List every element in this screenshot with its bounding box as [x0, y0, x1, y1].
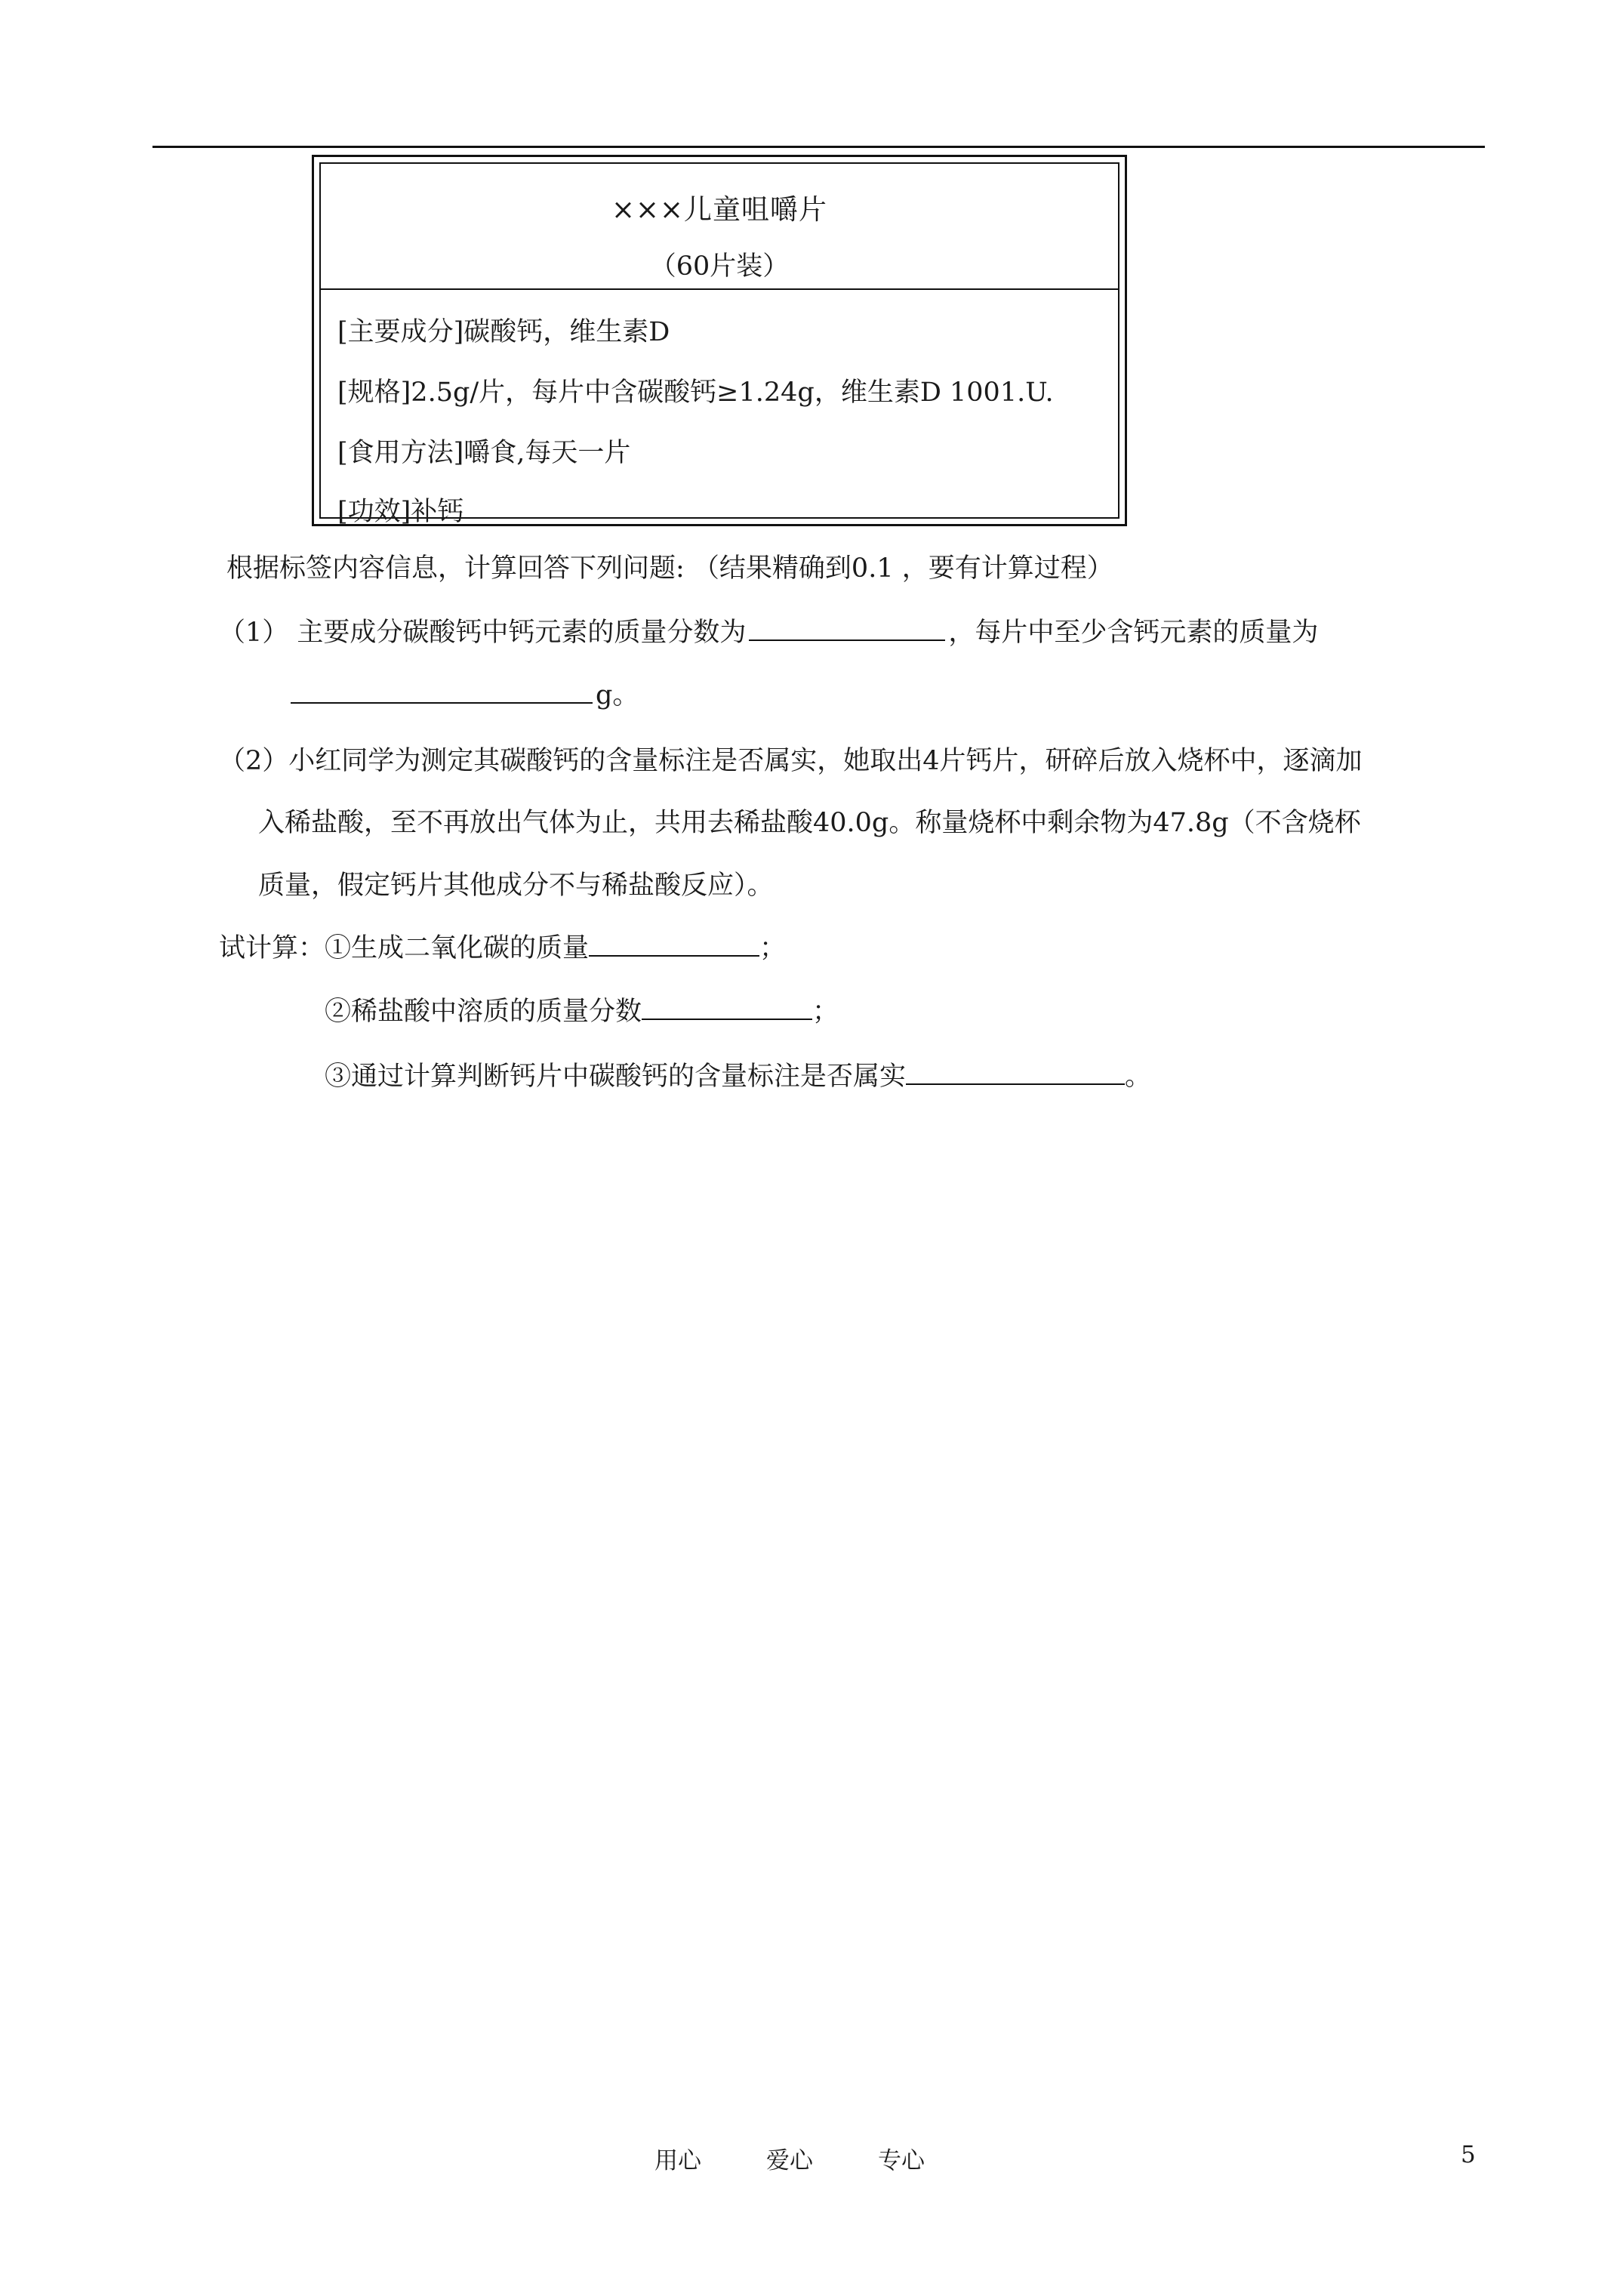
product-label-title-area	[321, 164, 1118, 290]
product-label-inner	[319, 162, 1119, 527]
answer-blank-1a	[749, 617, 945, 641]
question-1-unit: g。	[596, 680, 639, 710]
product-label-box	[312, 155, 1127, 526]
question-1	[219, 612, 1318, 649]
page-number: 5	[1461, 2141, 1476, 2168]
calc-item-3-end: 。	[1125, 1062, 1152, 1092]
calc-item-1	[219, 927, 786, 965]
footer-word-3: 专心	[878, 2147, 925, 2174]
product-label-count: （60片装）	[649, 251, 790, 282]
calc-item-2-end: ；	[812, 997, 839, 1027]
question-1-part-b: ，每片中至少含钙元素的质量为	[948, 618, 1319, 648]
answer-blank-verify	[906, 1061, 1125, 1085]
answer-blank-hcl	[642, 996, 812, 1020]
question-1-line2	[291, 674, 639, 712]
label-line-usage: [食用方法]嚼食,每天一片	[337, 438, 631, 468]
question-2-line2: 入稀盐酸，至不再放出气体为止，共用去稀盐酸40.0g。称量烧杯中剩余物为47.8g（不含烧杯	[258, 808, 1361, 838]
answer-blank-1b	[291, 680, 593, 704]
footer-word-1: 用心	[654, 2147, 701, 2174]
product-label-title: ×××儿童咀嚼片	[611, 193, 827, 226]
calc-item-1-end: ；	[759, 933, 787, 963]
answer-blank-co2	[589, 932, 759, 957]
question-2-line3: 质量，假定钙片其他成分不与稀盐酸反应）。	[258, 871, 774, 901]
calc-item-3	[325, 1056, 1151, 1093]
question-1-part-a: （1） 主要成分碳酸钙中钙元素的质量分数为	[219, 618, 747, 648]
question-2-line1: （2）小红同学为测定其碳酸钙的含量标注是否属实，她取出4片钙片，研碎后放入烧杯中，逐滴加	[219, 746, 1363, 776]
intro-text: 根据标签内容信息，计算回答下列问题: （结果精确到0.1 ，要有计算过程）	[226, 553, 1113, 584]
label-line-ingredients: [主要成分]碳酸钙，维生素D	[337, 317, 670, 347]
header-rule	[152, 146, 1485, 148]
footer-word-2: 爱心	[766, 2147, 813, 2174]
calc-item-2-text: ②稀盐酸中溶质的质量分数	[325, 997, 642, 1027]
calc-item-3-text: ③通过计算判断钙片中碳酸钙的含量标注是否属实	[325, 1062, 907, 1092]
calc-item-2	[325, 991, 839, 1028]
label-line-spec: [规格]2.5g/片，每片中含碳酸钙≥1.24g，维生素D 1001.U.	[337, 378, 1054, 408]
calc-item-1-text: 试计算：①生成二氧化碳的质量	[219, 933, 590, 963]
label-line-effect: [功效]补钙	[337, 497, 464, 527]
